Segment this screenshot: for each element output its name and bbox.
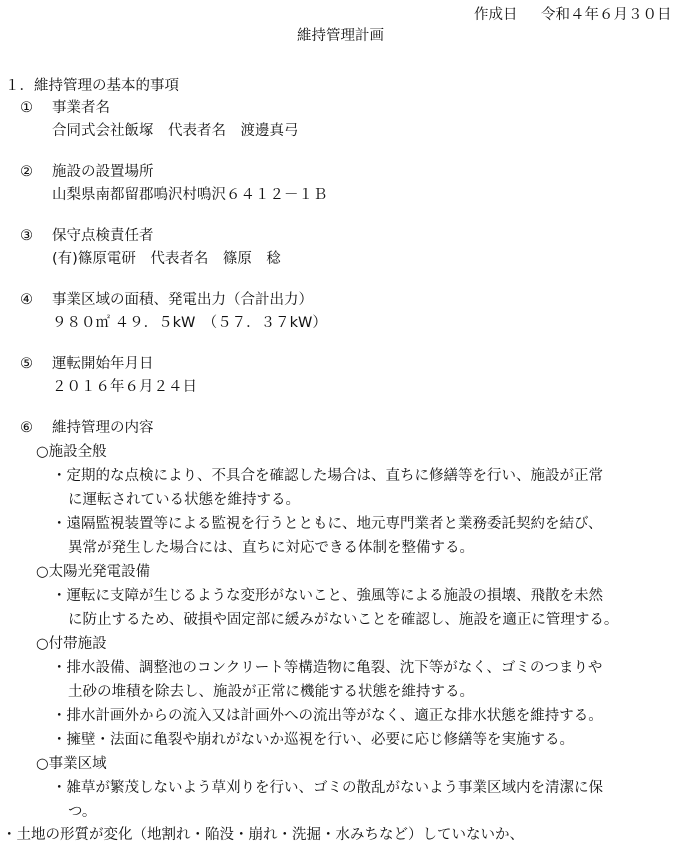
bullet-line: ・擁壁・法面に亀裂や崩れがないか巡視を行い、必要に応じ修繕等を実施する。	[52, 732, 574, 748]
bullet-line: ・遠隔監視装置等による監視を行うとともに、地元専門業者と業務委託契約を結び、	[52, 516, 603, 532]
bullet-line: つ。	[68, 804, 97, 820]
item-marker: ④	[20, 292, 33, 308]
item-marker: ⑥	[20, 420, 33, 436]
subsection-title: ○施設全般	[36, 444, 107, 460]
section-heading: １．維持管理の基本的事項	[5, 78, 179, 94]
footer-line: ・土地の形質が変化（地割れ・陥没・崩れ・洗掘・水みちなど）していないか、	[2, 827, 524, 843]
item-label: 維持管理の内容	[52, 420, 154, 436]
bullet-line: ・排水計画外からの流入又は計画外への流出等がなく、適正な排水状態を維持する。	[52, 708, 603, 724]
item-marker: ②	[20, 164, 33, 180]
item-marker: ⑤	[20, 356, 33, 372]
bullet-line: ・排水設備、調整池のコンクリート等構造物に亀裂、沈下等がなく、ゴミのつまりや	[52, 660, 603, 676]
item-value: ２０１６年６月２４日	[52, 379, 197, 395]
bullet-line: 異常が発生した場合には、直ちに対応できる体制を整備する。	[68, 540, 474, 556]
page-title: 維持管理計画	[297, 28, 384, 44]
subsection-title: ○太陽光発電設備	[36, 564, 151, 580]
creation-date: 令和４年６月３０日	[541, 7, 672, 23]
subsection-title: ○付帯施設	[36, 636, 107, 652]
item-label: 運転開始年月日	[52, 356, 154, 372]
subsection-title: ○事業区域	[36, 756, 107, 772]
item-value: ９８０㎡ ４９．５kW （５７．３７kW）	[52, 315, 327, 331]
item-label: 事業区域の面積、発電出力（合計出力）	[52, 292, 313, 308]
bullet-line: に運転されている状態を維持する。	[68, 492, 300, 508]
bullet-line: ・定期的な点検により、不具合を確認した場合は、直ちに修繕等を行い、施設が正常	[52, 468, 603, 484]
bullet-line: 土砂の堆積を除去し、施設が正常に機能する状態を維持する。	[68, 684, 474, 700]
item-value: 山梨県南都留郡鳴沢村鳴沢６４１２－１Ｂ	[52, 187, 328, 203]
item-marker: ③	[20, 228, 33, 244]
bullet-line: ・運転に支障が生じるような変形がないこと、強風等による施設の損壊、飛散を未然	[52, 588, 603, 604]
item-label: 事業者名	[52, 100, 110, 116]
item-value: (有)篠原電研 代表者名 篠原 稔	[52, 251, 281, 267]
creation-date-label: 作成日	[474, 7, 518, 23]
bullet-line: に防止するため、破損や固定部に緩みがないことを確認し、施設を適正に管理する。	[68, 612, 619, 628]
item-label: 施設の設置場所	[52, 164, 154, 180]
item-marker: ①	[20, 100, 33, 116]
item-value: 合同式会社飯塚 代表者名 渡邊真弓	[52, 123, 299, 139]
bullet-line: ・雑草が繁茂しないよう草刈りを行い、ゴミの散乱がないよう事業区域内を清潔に保	[52, 780, 603, 796]
item-label: 保守点検責任者	[52, 228, 154, 244]
